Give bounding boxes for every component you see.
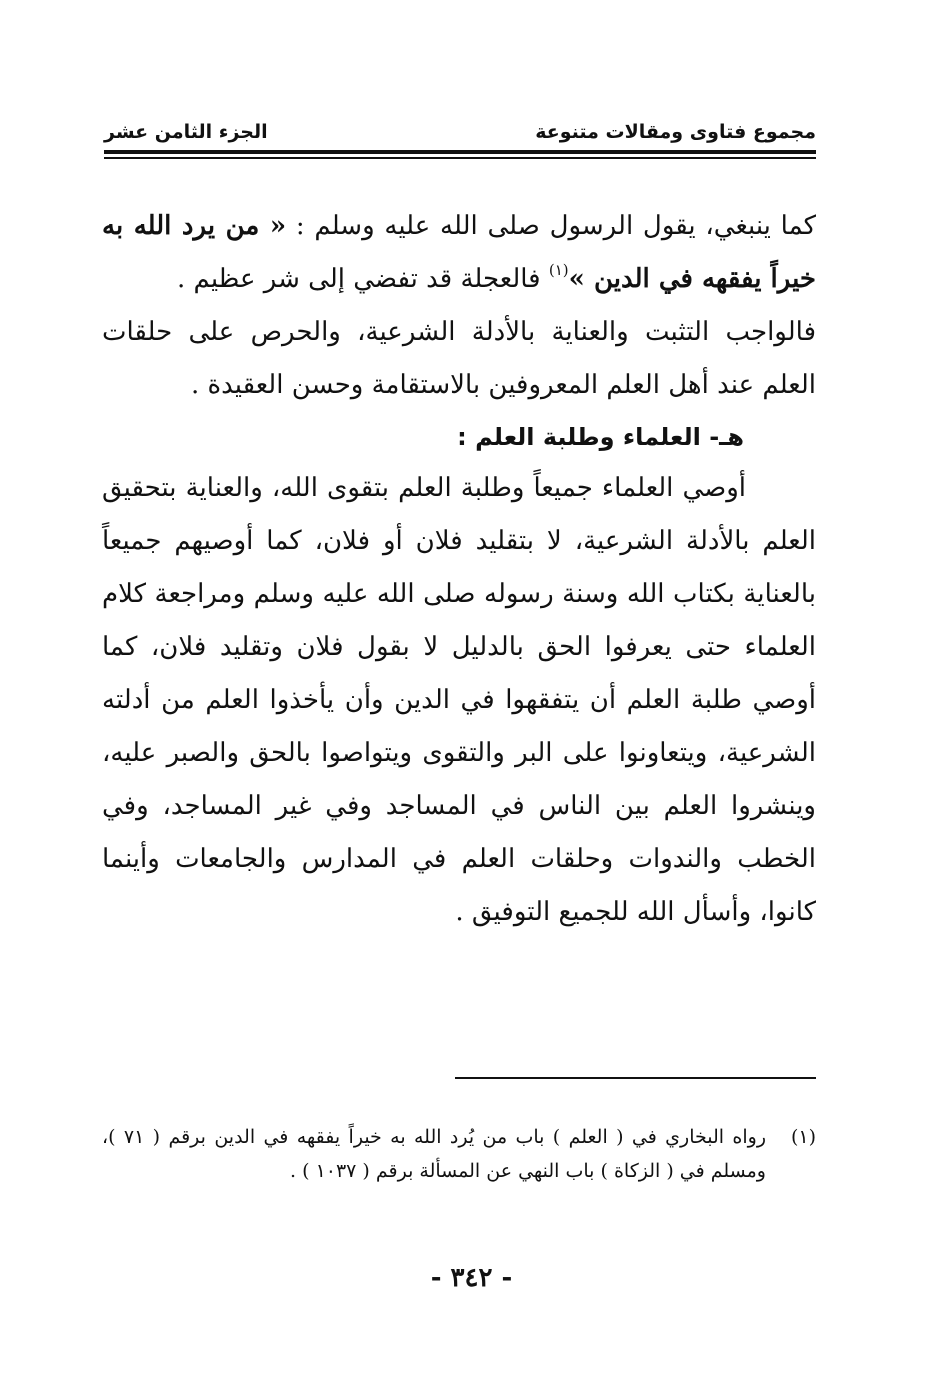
footnote-number: (١) — [790, 1126, 816, 1148]
section-heading: هـ- العلماء وطلبة العلم : — [457, 423, 744, 451]
footnote-separator — [455, 1077, 816, 1079]
footnote-text: رواه البخاري في ( العلم ) باب من يُرد الله به خيراً يفقهه في الدين برقم ( ٧١ )، ومسلم في ( الزكاة ) باب النهي عن المسألة برقم ( ١٠٣٧ ) . — [102, 1126, 766, 1182]
header-rule-thin — [104, 157, 816, 159]
paragraph-obligation: فالواجب التثبت والعناية بالأدلة الشرعية، والحرص على حلقات العلم عند أهل العلم المعروفين بالاستقامة وحسن العقيدة . — [102, 317, 816, 400]
footnote — [102, 1120, 816, 1188]
main-text — [102, 200, 816, 939]
paragraph-hadith — [102, 200, 816, 306]
paragraph-hadith-intro: كما ينبغي، يقول الرسول صلى الله عليه وسلم : — [286, 211, 816, 241]
book-title: مجموع فتاوى ومقالات متنوعة — [535, 121, 816, 143]
header-rule-thick — [104, 150, 816, 154]
hadith-quote: « من يرد الله به خيراً يفقهه في الدين » — [102, 211, 816, 294]
page-number: - ٣٤٢ - — [430, 1263, 513, 1293]
paragraph-hadith-conclusion: فالعجلة قد تفضي إلى شر عظيم . — [176, 264, 549, 294]
footnote-reference[interactable]: (١) — [548, 261, 569, 279]
paragraph-advice: أوصي العلماء جميعاً وطلبة العلم بتقوى الله، والعناية بتحقيق العلم بالأدلة الشرعية، لا بتقليد فلان أو فلان، كما أوصيهم جميعاً بالعناية بكتاب الله وسنة رسوله صلى الله عليه وسلم ومراجعة كلام العلماء حتى يعرفوا الحق بالدليل لا بقول فلان وتقليد فلان، كما أوصي طلبة العلم أن يتفقهوا في الدين وأن يأخذوا العلم من أدلته الشرعية، ويتعاونوا على البر والتقوى ويتواصوا بالحق والصبر عليه، وينشروا العلم بين الناس في المساجد وفي غير المساجد، وفي الخطب والندوات وحلقات العلم في المدارس والجامعات وأينما كانوا، وأسأل الله للجميع التوفيق . — [102, 473, 816, 927]
volume-label: الجزء الثامن عشر — [104, 121, 268, 143]
running-header — [104, 118, 816, 148]
